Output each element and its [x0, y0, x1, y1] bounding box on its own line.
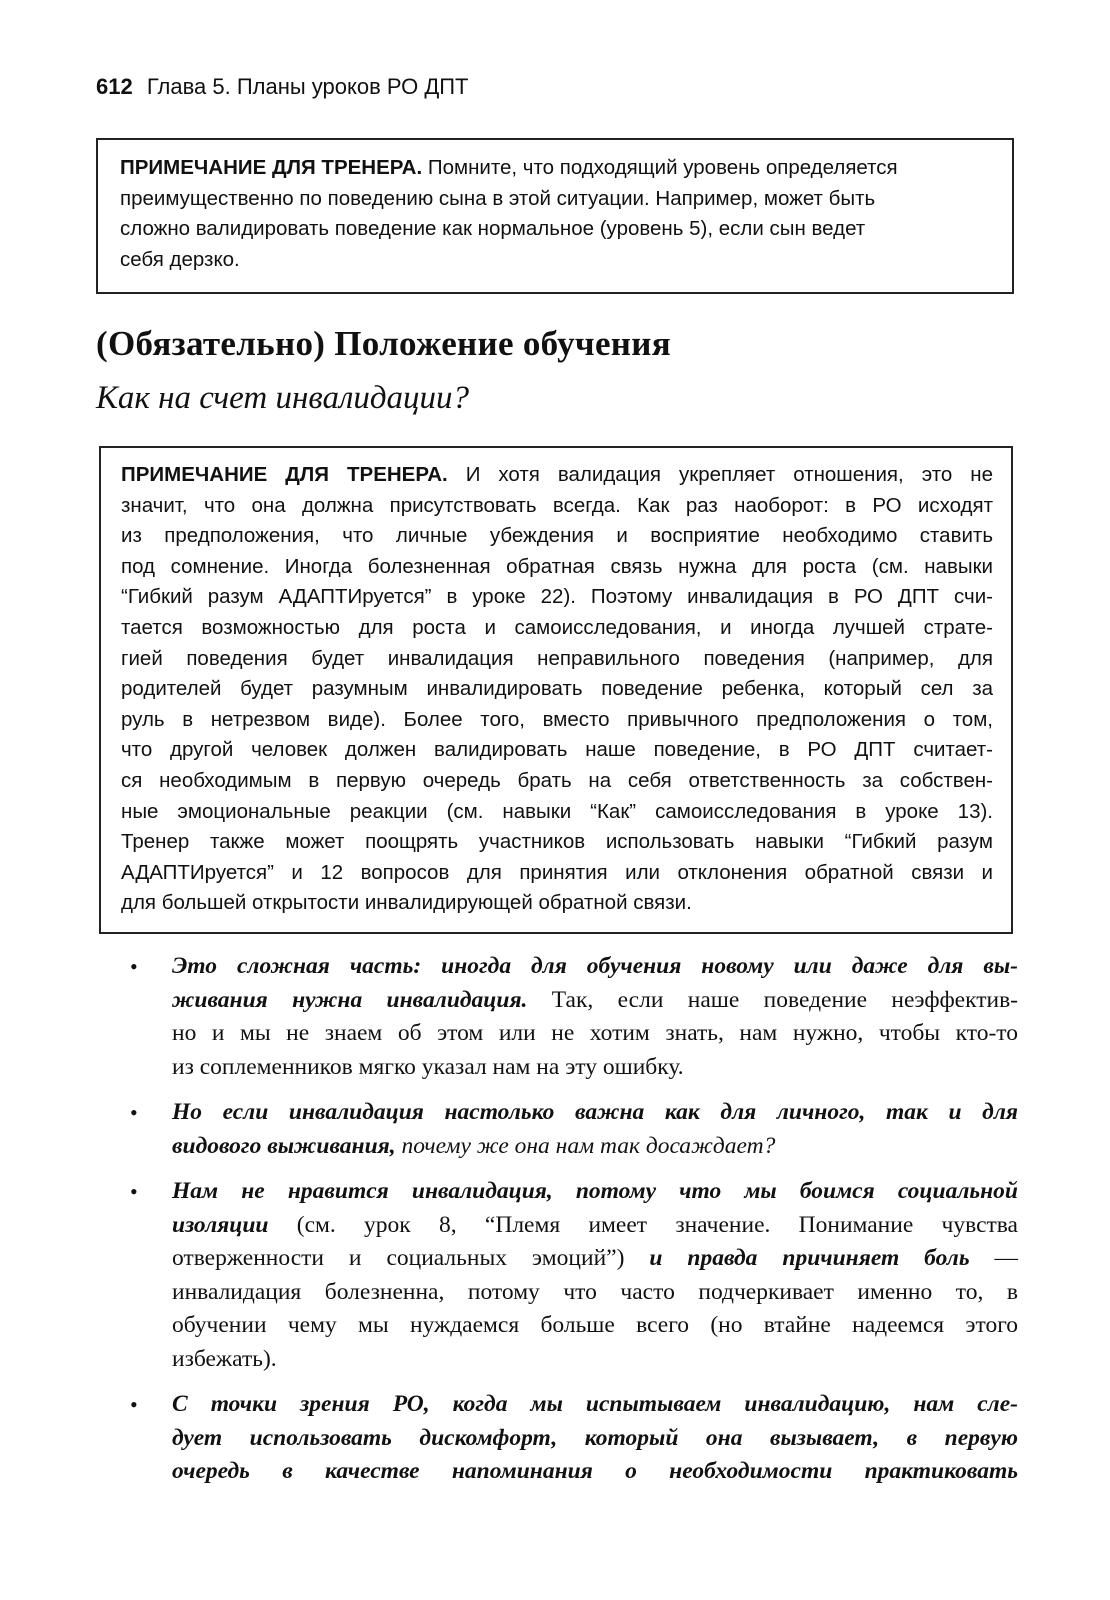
note-line: гией поведения будет инвалидация неправильного поведения (например, для	[121, 646, 993, 670]
running-header	[96, 74, 469, 100]
body-text: —	[969, 1245, 1019, 1271]
bullet-marker: •	[130, 1179, 138, 1204]
bullet-line: Нам не нравится инвалидация, потому что мы боимся социальной	[172, 1178, 1018, 1204]
emphasis-text: живания нужна инвалидация.	[172, 986, 528, 1013]
note-line: под сомнение. Иногда болезненная обратная связь нужна для роста (см. навыки	[121, 554, 993, 578]
note-line: ся необходимым в первую очередь брать на себя ответственность за собствен-	[121, 768, 993, 792]
bullet-line: избежать).	[172, 1345, 277, 1372]
bullet-line: С точки зрения РО, когда мы испытываем инвалидацию, нам сле-	[172, 1391, 1018, 1417]
body-text: (см. урок 8, “Племя имеет значение. Понимание чувства	[268, 1211, 1018, 1238]
bullet-line	[172, 1130, 1018, 1164]
section-subtitle: Как на счет инвалидации?	[96, 380, 470, 416]
note-label: ПРИМЕЧАНИЕ ДЛЯ ТРЕНЕРА.	[120, 156, 423, 179]
note-line: значит, что она должна присутствовать всегда. Как раз наоборот: в РО исходят	[121, 493, 993, 517]
running-title: Глава 5. Планы уроков РО ДПТ	[146, 74, 469, 99]
italic-text: почему же она нам так досаждает?	[395, 1132, 776, 1159]
bullet-marker: •	[130, 1100, 138, 1125]
note-line: себя дерзко.	[120, 247, 240, 271]
bullet-line: очередь в качестве напоминания о необходимости практиковать	[172, 1458, 1018, 1484]
note-line	[120, 153, 994, 184]
note-text: И хотя валидация укрепляет отношения, это не	[447, 463, 993, 486]
note-line: из предположения, что личные убеждения и восприятие необходимо ставить	[121, 524, 993, 548]
trainer-note-box-2	[99, 446, 1013, 934]
note-line: АДАПТИруется” и 12 вопросов для принятия или отклонения обратной связи и	[121, 860, 993, 884]
list-item	[130, 1388, 1018, 1489]
bullet-line	[172, 984, 1018, 1018]
bullet-line	[172, 1209, 1018, 1243]
note-line: руль в нетрезвом виде). Более того, вместо привычного предположения о том,	[121, 707, 993, 731]
note-line: родителей будет разумным инвалидировать поведение ребенка, который сел за	[121, 677, 993, 701]
list-item	[130, 950, 1018, 1084]
note-line: сложно валидировать поведение как нормальное (уровень 5), если сын ведет	[120, 217, 866, 240]
bullet-marker: •	[130, 1392, 138, 1417]
body-text: отверженности и социальных эмоций”)	[172, 1245, 650, 1271]
bullet-line	[172, 1242, 1018, 1276]
note-line: что другой человек должен валидировать наше поведение, в РО ДПТ считает-	[121, 738, 993, 762]
list-item	[130, 1175, 1018, 1376]
bullet-line: Это сложная часть: иногда для обучения новому или даже для вы-	[172, 953, 1018, 979]
note-line: ные эмоциональные реакции (см. навыки “Как” самоисследования в уроке 13).	[121, 799, 993, 823]
note-text: Помните, что подходящий уровень определяется	[422, 156, 898, 179]
note-line: Тренер также может поощрять участников использовать навыки “Гибкий разум	[121, 830, 993, 854]
note-label: ПРИМЕЧАНИЕ ДЛЯ ТРЕНЕРА.	[121, 463, 448, 486]
body-text: Так, если наше поведение неэффектив-	[527, 986, 1018, 1013]
note-line: тается возможностью для роста и самоисследования, и иногда лучшей страте-	[121, 615, 993, 639]
page-number: 612	[96, 74, 133, 99]
bullet-marker: •	[130, 954, 138, 979]
section-title: (Обязательно) Положение обучения	[96, 324, 671, 363]
bullet-line: инвалидация болезненна, потому что часто подчеркивает именно то, в	[172, 1278, 1018, 1305]
bullet-line: но и мы не знаем об этом или не хотим знать, нам нужно, чтобы кто-то	[172, 1020, 1018, 1046]
note-line	[121, 460, 993, 491]
note-line: “Гибкий разум АДАПТИруется” в уроке 22). Поэтому инвалидация в РО ДПТ счи-	[121, 585, 993, 609]
bullet-line: Но если инвалидация настолько важна как для личного, так и для	[172, 1099, 1018, 1125]
bullet-line: дует использовать дискомфорт, который она вызывает, в первую	[172, 1424, 1018, 1451]
emphasis-text: изоляции	[172, 1211, 269, 1238]
emphasis-text: и правда причиняет боль	[649, 1245, 970, 1271]
list-item	[130, 1096, 1018, 1163]
bullet-list	[130, 950, 1018, 1501]
note-line: для большей открытости инвалидирующей обратной связи.	[121, 891, 692, 915]
note-line: преимущественно по поведению сына в этой ситуации. Например, может быть	[120, 186, 876, 210]
emphasis-text: видового выживания,	[172, 1132, 396, 1159]
bullet-line: обучении чему мы нуждаемся больше всего (но втайне надеемся этого	[172, 1312, 1018, 1338]
bullet-line: из соплеменников мягко указал нам на эту ошибку.	[172, 1053, 684, 1080]
trainer-note-box-1	[96, 138, 1014, 294]
